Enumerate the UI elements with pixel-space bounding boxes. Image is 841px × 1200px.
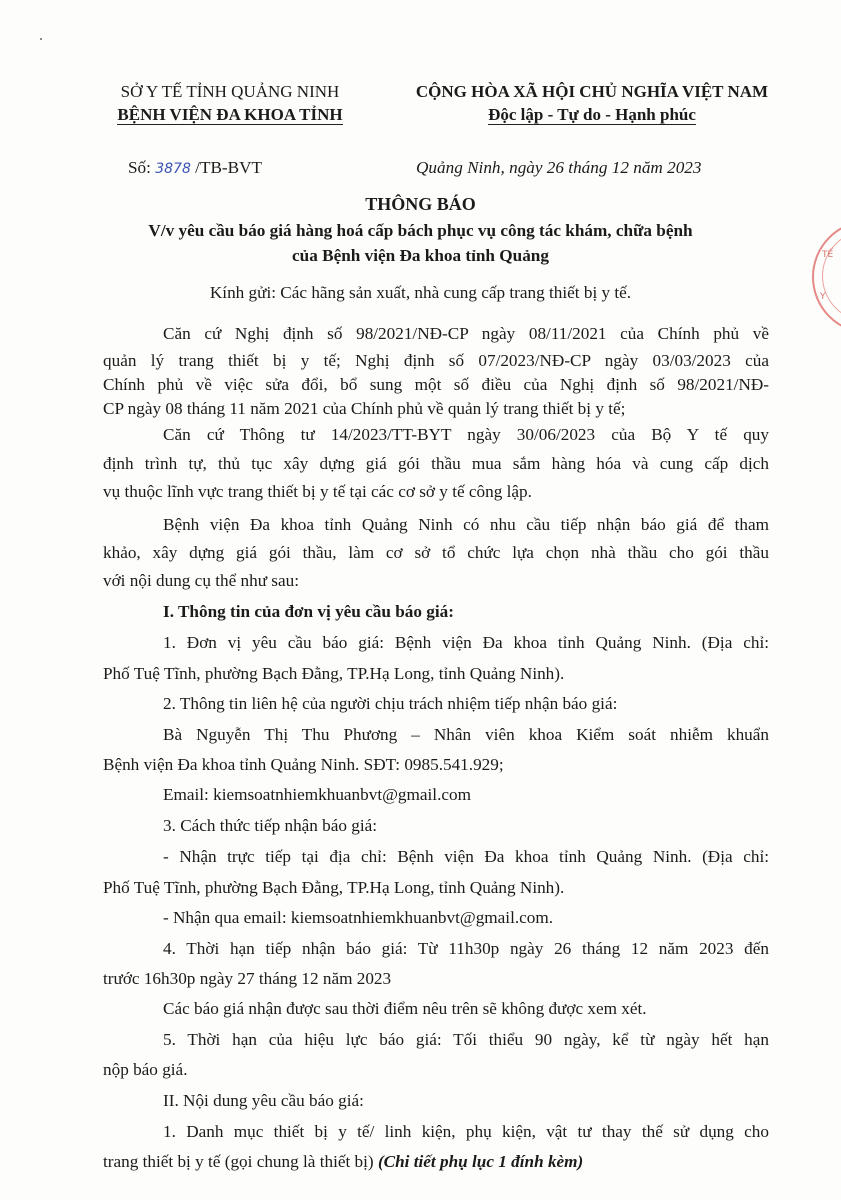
need-line-3: với nội dung cụ thể như sau: [103, 571, 299, 590]
circular-line-2: định trình tự, thủ tục xây dựng giá gói thầu mua sắm hàng hóa và cung cấp dịch [103, 454, 769, 473]
section-2-heading: II. Nội dung yêu cầu báo giá: [163, 1091, 364, 1110]
basis-line-4: CP ngày 08 tháng 11 năm 2021 của Chính phủ về quản lý trang thiết bị y tế; [103, 399, 626, 418]
basis-line-3: Chính phủ về việc sửa đổi, bổ sung một số điều của Nghị định số 98/2021/NĐ- [103, 375, 769, 394]
item-1-line-2: Phố Tuệ Tĩnh, phường Bạch Đằng, TP.Hạ Long, tỉnh Quảng Ninh). [103, 664, 565, 683]
number-suffix: /TB-BVT [195, 158, 263, 177]
circular-line-3: vụ thuộc lĩnh vực trang thiết bị y tế tại các cơ sở y tế công lập. [103, 482, 532, 501]
item-4-line-2: trước 16h30p ngày 27 tháng 12 năm 2023 [103, 969, 392, 988]
circular-line-1: Căn cứ Thông tư 14/2023/TT-BYT ngày 30/06/2023 của Bộ Y tế quy [163, 425, 769, 444]
item-4-note: Các báo giá nhận được sau thời điểm nêu trên sẽ không được xem xét. [163, 999, 647, 1018]
need-line-1: Bệnh viện Đa khoa tỉnh Quảng Ninh có nhu cầu tiếp nhận báo giá để tham [163, 515, 769, 534]
contact-line-1: Bà Nguyễn Thị Thu Phương – Nhân viên khoa Kiểm soát nhiễm khuẩn [163, 725, 769, 744]
need-line-2: khảo, xây dựng giá gói thầu, làm cơ sở tổ chức lựa chọn nhà thầu cho gói thầu [103, 543, 769, 562]
item-5-line-2: nộp báo giá. [103, 1060, 188, 1079]
handwritten-number: 3878 [155, 161, 191, 177]
document-number [128, 157, 262, 180]
hospital-name-text: BỆNH VIỆN ĐA KHOA TỈNH [117, 105, 343, 124]
item-3-email: - Nhận qua email: kiemsoatnhiemkhuanbvt@gmail.com. [163, 908, 554, 927]
contact-line-2: Bệnh viện Đa khoa tỉnh Quảng Ninh. SĐT: 0985.541.929; [103, 755, 504, 774]
hospital-name [60, 103, 400, 126]
section-2-item-1-line-2 [103, 1151, 583, 1173]
section-2-item-1-text: trang thiết bị y tế (gọi chung là thiết bị) [103, 1152, 374, 1171]
item-1-line-1: 1. Đơn vị yêu cầu báo giá: Bệnh viện Đa khoa tỉnh Quảng Ninh. (Địa chỉ: [163, 633, 769, 652]
item-4-line-1: 4. Thời hạn tiếp nhận báo giá: Từ 11h30p ngày 26 tháng 12 năm 2023 đến [163, 939, 769, 958]
item-3-heading: 3. Cách thức tiếp nhận báo giá: [163, 816, 378, 835]
number-label: Số: [128, 158, 151, 177]
document-title: THÔNG BÁO [365, 194, 476, 214]
appendix-reference: (Chi tiết phụ lục 1 đính kèm) [377, 1152, 584, 1171]
recipient-line: Kính gửi: Các hãng sản xuất, nhà cung cấp trang thiết bị y tế. [209, 283, 632, 302]
contact-email: Email: kiemsoatnhiemkhuanbvt@gmail.com [163, 785, 471, 804]
section-2-item-1-line-1: 1. Danh mục thiết bị y tế/ linh kiện, phụ kiện, vật tư thay thế sử dụng cho [163, 1122, 769, 1141]
item-3-line-1: - Nhận trực tiếp tại địa chỉ: Bệnh viện Đa khoa tỉnh Quảng Ninh. (Địa chỉ: [163, 847, 769, 866]
national-motto-text: Độc lập - Tự do - Hạnh phúc [488, 105, 696, 124]
subject-line-2: của Bệnh viện Đa khoa tỉnh Quảng [292, 246, 549, 265]
item-5-line-1: 5. Thời hạn của hiệu lực báo giá: Tối thiểu 90 ngày, kể từ ngày hết hạn [163, 1030, 769, 1049]
agency-name: SỞ Y TẾ TỈNH QUẢNG NINH [120, 82, 340, 101]
seal-char-1: TẾ [822, 250, 834, 260]
section-1-heading: I. Thông tin của đơn vị yêu cầu báo giá: [163, 602, 454, 621]
document-date: Quảng Ninh, ngày 26 tháng 12 năm 2023 [416, 158, 702, 177]
item-3-line-2: Phố Tuệ Tĩnh, phường Bạch Đằng, TP.Hạ Long, tỉnh Quảng Ninh). [103, 878, 565, 897]
subject-line-1: V/v yêu cầu báo giá hàng hoá cấp bách phục vụ công tác khám, chữa bệnh [148, 221, 693, 240]
national-title: CỘNG HÒA XÃ HỘI CHỦ NGHĨA VIỆT NAM [415, 82, 769, 101]
seal-char-2: Y [820, 292, 826, 302]
basis-line-1: Căn cứ Nghị định số 98/2021/NĐ-CP ngày 08/11/2021 của Chính phủ về [163, 324, 769, 343]
item-2-line-1: 2. Thông tin liên hệ của người chịu trách nhiệm tiếp nhận báo giá: [163, 694, 618, 713]
national-motto [372, 103, 812, 126]
scan-speck [40, 38, 42, 40]
basis-line-2: quản lý trang thiết bị y tế; Nghị định số 07/2023/NĐ-CP ngày 03/03/2023 của [103, 351, 769, 370]
